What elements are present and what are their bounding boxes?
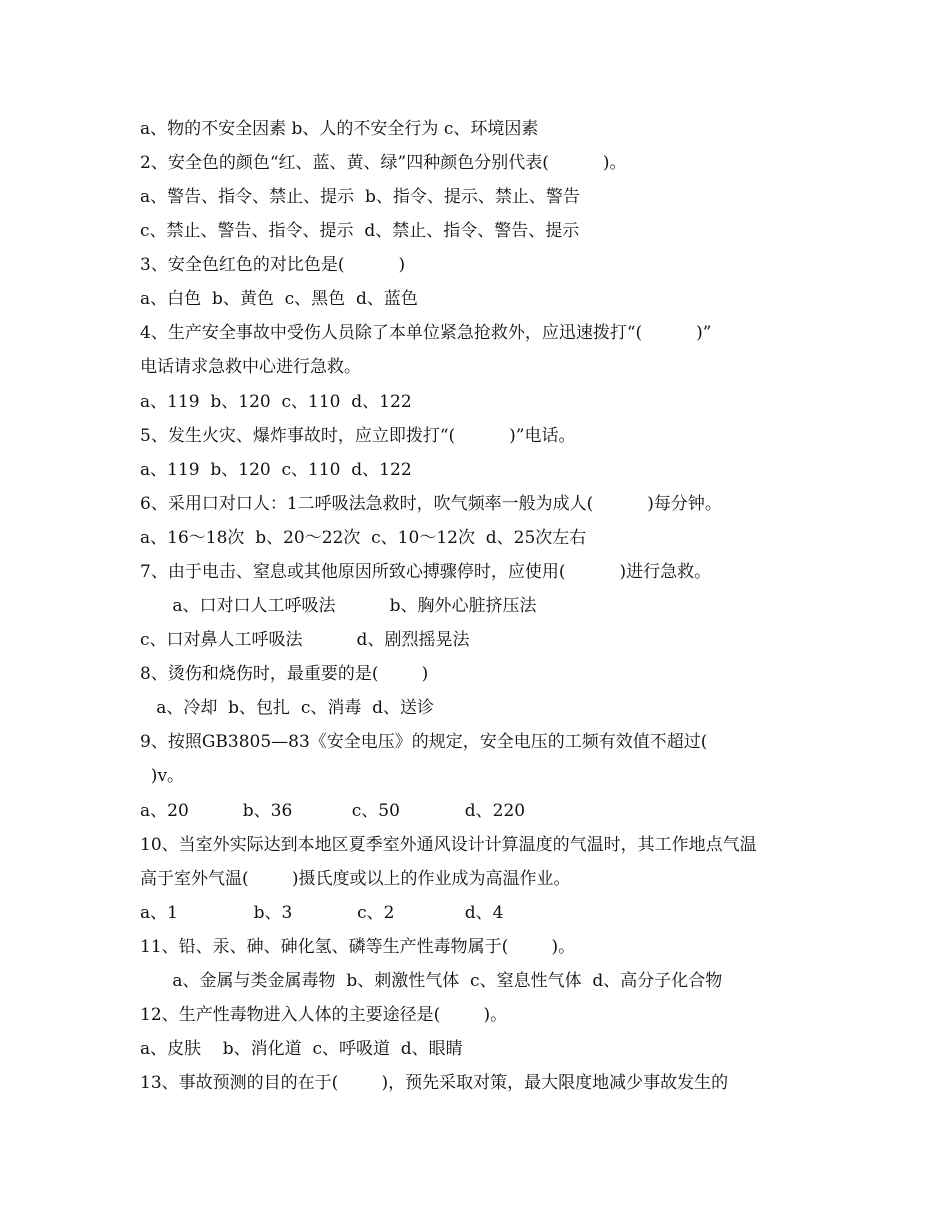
question-3: 3、安全色红色的对比色是( ) — [140, 255, 406, 275]
question-11: 11、铅、汞、砷、砷化氢、磷等生产性毒物属于( )。 — [140, 937, 576, 957]
question-7: 7、由于电击、窒息或其他原因所致心搏骤停时，应使用( )进行急救。 — [140, 562, 712, 582]
question-8-options: a、冷却 b、包扎 c、消毒 d、送诊 — [140, 698, 435, 718]
question-6: 6、采用口对口人：1二呼吸法急救时，吹气频率一般为成人( )每分钟。 — [140, 494, 722, 514]
question-9-continued: )v。 — [140, 766, 185, 786]
question-4: 4、生产安全事故中受伤人员除了本单位紧急抢救外，应迅速拨打“( )” — [140, 323, 712, 343]
question-13: 13、事故预测的目的在于( )，预先采取对策，最大限度地减少事故发生的 — [140, 1073, 729, 1093]
question-12: 12、生产性毒物进入人体的主要途径是( )。 — [140, 1005, 508, 1025]
question-10-continued: 高于室外气温( )摄氏度或以上的作业成为高温作业。 — [140, 869, 571, 889]
question-10: 10、当室外实际达到本地区夏季室外通风设计计算温度的气温时，其工作地点气温 — [140, 835, 757, 855]
question-12-options: a、皮肤 b、消化道 c、呼吸道 d、眼睛 — [140, 1039, 463, 1059]
question-9: 9、按照GB3805—83《安全电压》的规定，安全电压的工频有效值不超过( — [140, 732, 708, 752]
question-8: 8、烫伤和烧伤时，最重要的是( ) — [140, 664, 429, 684]
question-4-options: a、119 b、120 c、110 d、122 — [140, 392, 412, 412]
question-7-options-ab: a、口对口人工呼吸法 b、胸外心脏挤压法 — [140, 596, 537, 616]
question-11-options: a、金属与类金属毒物 b、刺激性气体 c、窒息性气体 d、高分子化合物 — [140, 971, 723, 991]
question-5: 5、发生火灾、爆炸事故时，应立即拨打“( )”电话。 — [140, 426, 576, 446]
text-line: a、物的不安全因素 b、人的不安全行为 c、环境因素 — [140, 119, 539, 139]
question-4-continued: 电话请求急救中心进行急救。 — [140, 357, 361, 377]
question-2-options-ab: a、警告、指令、禁止、提示 b、指令、提示、禁止、警告 — [140, 187, 580, 207]
question-2-options-cd: c、禁止、警告、指令、提示 d、禁止、指令、警告、提示 — [140, 221, 580, 241]
question-3-options: a、白色 b、黄色 c、黑色 d、蓝色 — [140, 289, 418, 309]
question-5-options: a、119 b、120 c、110 d、122 — [140, 460, 412, 480]
question-6-options: a、16～18次 b、20～22次 c、10～12次 d、25次左右 — [140, 528, 587, 548]
question-2: 2、安全色的颜色“红、蓝、黄、绿”四种颜色分别代表( )。 — [140, 153, 627, 173]
question-10-options: a、1 b、3 c、2 d、4 — [140, 903, 504, 923]
question-7-options-cd: c、口对鼻人工呼吸法 d、剧烈摇晃法 — [140, 630, 470, 650]
question-9-options: a、20 b、36 c、50 d、220 — [140, 801, 526, 821]
